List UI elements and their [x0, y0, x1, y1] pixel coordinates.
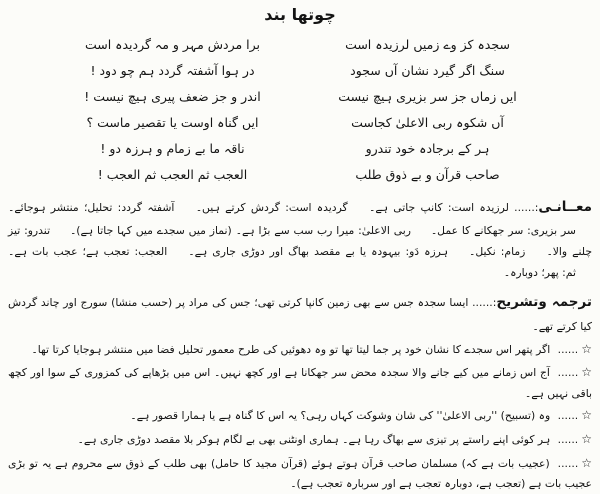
- hemistich-right: صاحب قرآن و بے ذوق طلب: [355, 167, 500, 182]
- meaning-entry: ربی الاعلیٰ: میرا رب سب سے بڑا ہے۔ (نماز میں سجدے میں کہا جاتا ہے)۔: [69, 224, 411, 238]
- couplet-row: [50, 84, 550, 110]
- hemistich-left: اندر و جز ضعف پیری ہیچ نیست !: [84, 89, 261, 104]
- note-text: اگر پتھر اس سجدے کا نشان خود پر جما لیتا تھا تو وہ دھوئیں کی طرح معمور تحلیل فضا میں منتشر ہوجایا کرتا تھا۔: [31, 342, 551, 356]
- page-title: چوتھا بند: [264, 5, 336, 24]
- meaning-entry: ہرزہ دَو: بیہودہ یا بے مقصد بھاگ اور دوڑی جاری ہے۔: [188, 245, 448, 259]
- note-item: [8, 429, 592, 451]
- meanings-section: [8, 194, 592, 283]
- hemistich-right: ایں زماں جز سر بزیری ہیچ نیست: [338, 89, 517, 104]
- star-bullet-icon: ☆: [581, 455, 593, 470]
- meaning-entry: العجب: تعجب ہے؛ عجب بات ہے۔: [8, 245, 168, 259]
- meaning-entry: سر بزیری: سر جھکانے کا عمل۔: [430, 224, 576, 238]
- hemistich-left: ناقہ ما بے زمام و ہرزہ دو !: [100, 141, 245, 156]
- meaning-entry: ثم: پھر؛ دوبارہ۔: [503, 266, 576, 280]
- star-bullet-icon: ☆: [581, 408, 592, 423]
- hemistich-right: آں شکوہ ربی الاعلیٰ کجاست: [351, 115, 504, 130]
- ellipsis-dots: ......: [557, 409, 579, 423]
- meanings-heading: معــانـی: [538, 199, 593, 215]
- ellipsis-dots: ......: [557, 433, 579, 447]
- commentary-intro: ایسا سجدہ جس سے بھی زمین کانپا کرتی تھی؛ جس کی مراد پر (حسب منشا) سورج اور چاند گردش کیا کرتے تھے۔: [8, 296, 592, 333]
- commentary-notes: [8, 339, 592, 494]
- ellipsis-dots: ......: [557, 456, 579, 470]
- note-item: [8, 362, 592, 403]
- couplet-row: [50, 58, 550, 84]
- hemistich-left: برا مردش مہر و مہ گردیدہ است: [84, 37, 261, 52]
- note-item: [8, 339, 592, 361]
- hemistich-left: ایں گناہ اوست یا تقصیر ماست ؟: [86, 115, 259, 130]
- note-text: ہر کوئی اپنے راستے پر تیزی سے بھاگ رہا ہے۔ ہماری اونٹنی بھی بے لگام ہوکر بلا مقصد دوڑی جاری ہے۔: [77, 433, 551, 447]
- note-text: آج اس زمانے میں کیے جانے والا سجدہ محض سر جھکانا ہے اور کچھ نہیں۔ اس میں بڑھاپے کی کمزوری کے سوا اور کچھ باقی نہیں ہے۔: [8, 366, 592, 400]
- star-bullet-icon: ☆: [581, 341, 592, 356]
- meaning-entry: آشفتہ گردد: تحلیل؛ منتشر ہوجائے۔: [8, 201, 175, 214]
- couplet-row: [50, 32, 550, 58]
- leader-dots: :......: [514, 201, 539, 214]
- commentary-heading: ترجمہ وتشریح: [496, 294, 592, 311]
- hemistich-left: العجب ثم العجب ثم العجب !: [97, 167, 248, 182]
- couplet-row: [50, 110, 550, 136]
- poem-block: [50, 32, 550, 188]
- hemistich-right: سنگ اگر گیرد نشان آں سجود: [350, 63, 505, 78]
- couplet-row: [50, 162, 550, 188]
- star-bullet-icon: ☆: [581, 365, 593, 380]
- note-text: وہ (تسبیح) ''ربی الاعلیٰ'' کی شان وشوکت کہاں رہی؟ یہ اس کا گناہ ہے یا ہمارا قصور ہے۔: [130, 409, 551, 423]
- ellipsis-dots: ......: [557, 342, 579, 356]
- hemistich-right: ہر کے برجادہ خود تندرو: [365, 141, 490, 156]
- note-text: (عجیب بات ہے کہ) مسلمان صاحب قرآن ہوتے ہوئے (قرآن مجید کا حامل) بھی طلب کے ذوق سے محروم ہے یہ تو بڑی عجیب بات ہے (تعجب ہے، دوبارہ تعجب ہے اور سربارہ تعجب ہے)۔: [8, 456, 592, 491]
- star-bullet-icon: ☆: [581, 432, 592, 447]
- ellipsis-dots: ......: [557, 366, 579, 380]
- meaning-entry: تندرو: تیز چلنے والا۔: [8, 224, 593, 259]
- meaning-entry: گردیدہ است: گردش کرتے ہیں۔: [195, 201, 348, 214]
- leader-dots: :......: [472, 296, 497, 310]
- note-item: [8, 405, 592, 427]
- hemistich-right: سجدہ کز وے زمیں لرزیدہ است: [345, 37, 510, 52]
- hemistich-left: در ہوا آشفتہ گردد ہم چو دود !: [90, 63, 255, 78]
- couplet-row: [50, 136, 550, 162]
- meaning-entry: لرزیدہ است: کانپ جاتی ہے۔: [369, 201, 509, 214]
- note-item: [8, 453, 592, 494]
- meaning-entry: زمام: نکیل۔: [469, 245, 526, 259]
- commentary-section: [8, 289, 592, 493]
